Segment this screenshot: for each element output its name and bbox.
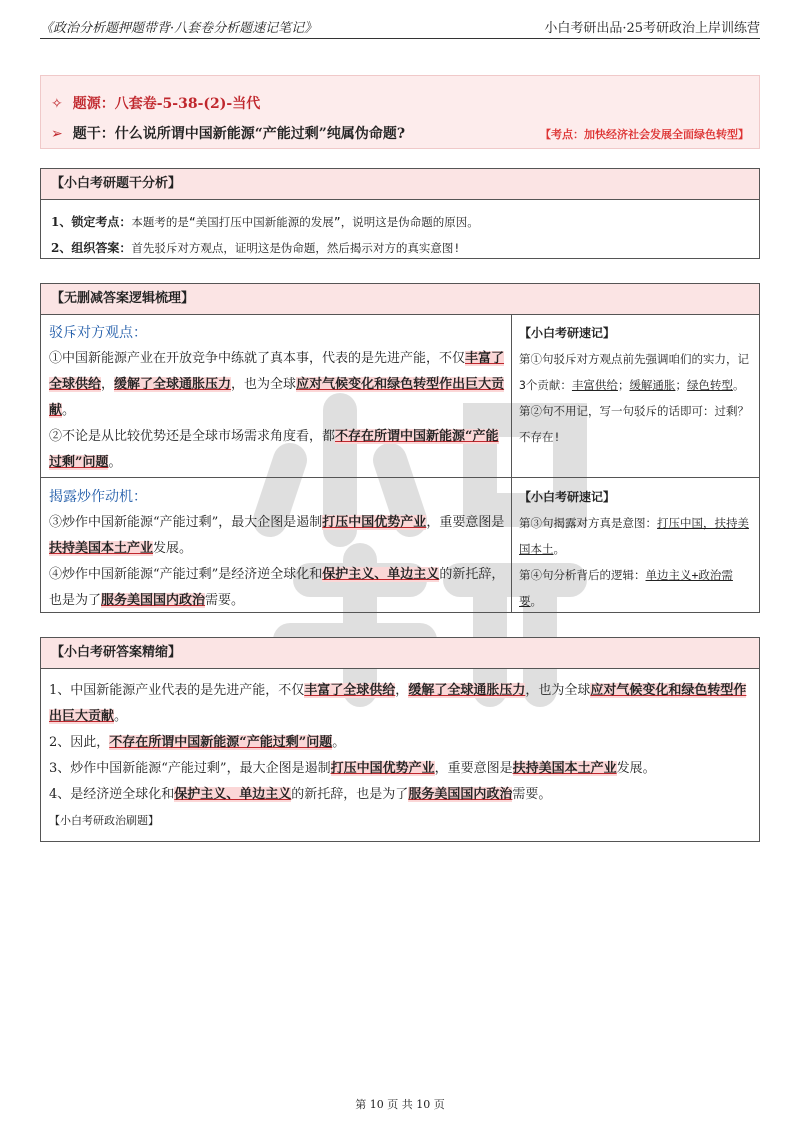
arrow-icon: ➢ [51,126,63,142]
refute-section [49,320,507,476]
logic-title: 【无删减答案逻辑梳理】 [41,284,759,315]
quick-note-1-title: 【小白考研速记】 [519,326,616,340]
quick-note-2 [519,484,753,614]
motive-heading: 揭露炒作动机： [49,489,147,505]
condensed-item-4: 4、是经济逆全球化和保护主义、单边主义的新托辞，也是为了服务美国国内政治需要。 [49,787,552,802]
condensed-item-1: 1、中国新能源产业代表的是先进产能，不仅丰富了全球供给，缓解了全球通胀压力，也为全球应对气候变化和绿色转型作出巨大贡献。 [49,683,747,724]
refute-heading: 驳斥对方观点： [49,325,147,341]
motive-point-4: ④炒作中国新能源“产能过剩”是经济逆全球化和保护主义、单边主义的新托辞，也是为了服务美国国内政治需要。 [49,567,505,608]
quick-note-2-body: 第③句揭露对方真是意图：打压中国，扶持美国本土。 [519,516,749,556]
question-source-box [40,75,760,149]
motive-point-3: ③炒作中国新能源“产能过剩”，最大企图是遏制打压中国优势产业，重要意图是扶持美国本土产业发展。 [49,515,505,556]
condensed-body [49,678,749,834]
logic-panel [40,283,760,613]
header-brand: 小白考研出品·25考研政治上岸训练营 [544,21,760,36]
question-source: ✧ 题源：八套卷-5-38-(2)-当代 [51,96,261,112]
quick-note-1-body: 第①句驳斥对方观点前先强调咱们的实力，记3个贡献：丰富供给；缓解通胀；绿色转型。 [519,352,749,392]
analysis-title: 【小白考研题干分析】 [41,169,759,200]
column-divider [511,314,512,612]
motive-section [49,484,507,614]
row-divider [41,477,759,478]
page-header [40,14,760,39]
analysis-panel [40,168,760,259]
condensed-item-3: 3、炒作中国新能源“产能过剩”，最大企图是遏制打压中国优势产业，重要意图是扶持美国本土产业发展。 [49,761,656,776]
header-title: 《政治分析题押题带背·八套卷分析题速记笔记》 [40,21,318,36]
analysis-row-2: 2、组织答案：首先驳斥对方观点，证明这是伪命题，然后揭示对方的真实意图! [51,241,461,255]
condensed-footnote: 【小白考研政治刷题】 [49,814,159,827]
quick-note-1 [519,320,753,450]
quick-note-2-title: 【小白考研速记】 [519,490,616,504]
exam-point-tag: 【考点：加快经济社会发展全面绿色转型】 [540,128,749,141]
condensed-item-2: 2、因此，不存在所谓中国新能源“产能过剩”问题。 [49,735,346,750]
refute-point-1: ①中国新能源产业在开放竞争中练就了真本事，代表的是先进产能，不仅丰富了全球供给，缓解了全球通胀压力，也为全球应对气候变化和绿色转型作出巨大贡献。 [49,351,505,418]
question-stem: ➢ 题干：什么说所谓中国新能源“产能过剩”纯属伪命题? [51,126,406,142]
analysis-row-1: 1、锁定考点：本题考的是“美国打压中国新能源的发展”，说明这是伪命题的原因。 [51,215,479,229]
page-number: 第 10 页 共 10 页 [355,1098,445,1111]
condensed-panel [40,637,760,842]
quick-note-2-extra: 第④句分析背后的逻辑：单边主义+政治需要。 [519,568,733,608]
diamond-icon: ✧ [51,96,63,112]
quick-note-1-extra: 第②句不用记，写一句驳斥的话即可：过剩？不存在! [519,404,749,444]
condensed-title: 【小白考研答案精缩】 [41,638,759,669]
refute-point-2: ②不论是从比较优势还是全球市场需求角度看，都不存在所谓中国新能源“产能过剩”问题。 [49,429,499,470]
